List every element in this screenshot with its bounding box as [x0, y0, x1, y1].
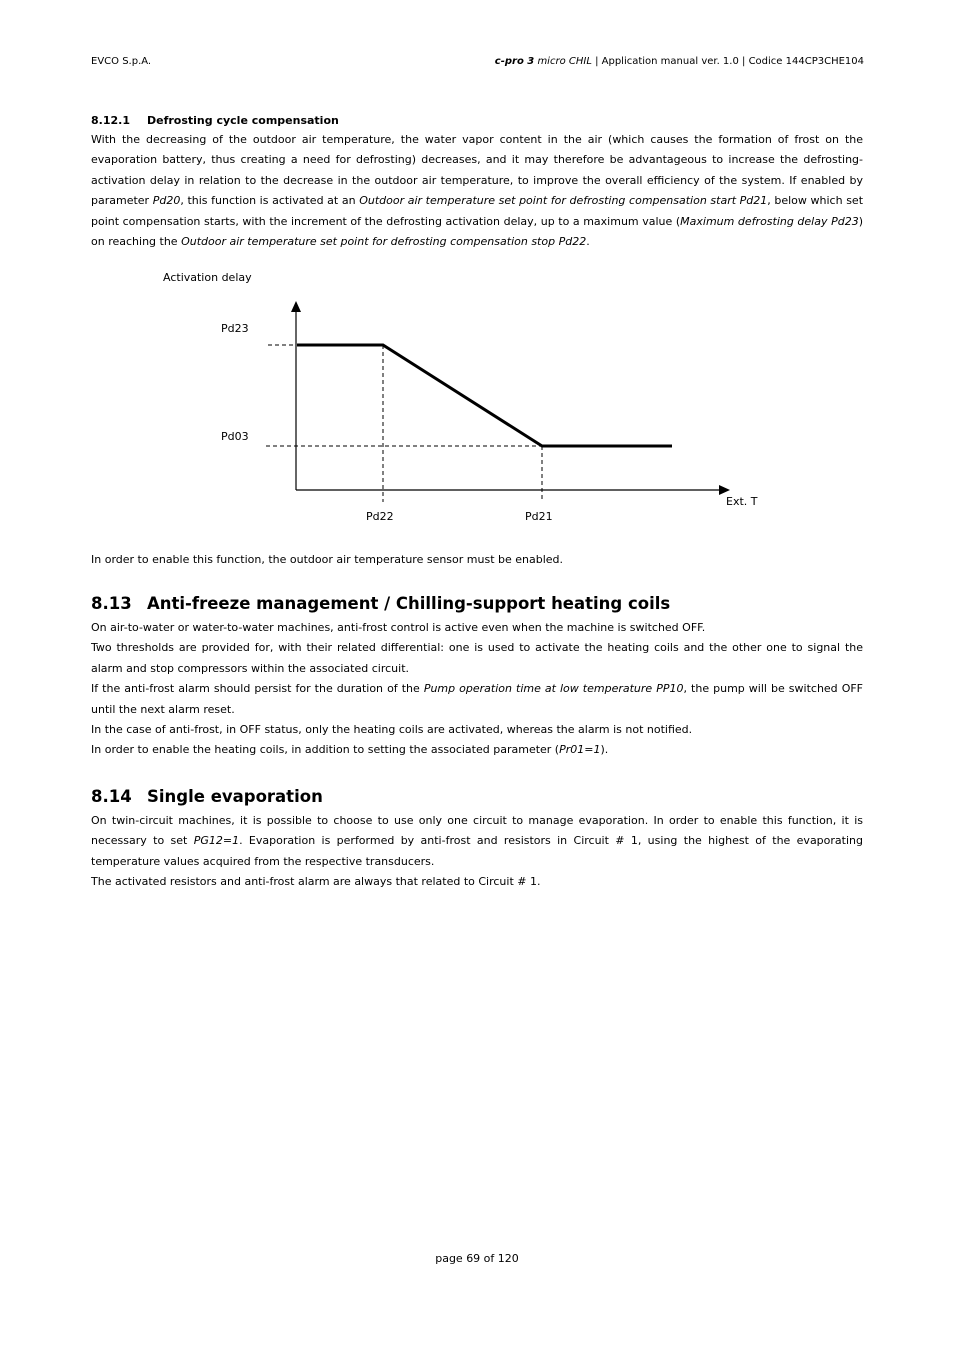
page-number: page 69 of 120 — [435, 1252, 519, 1265]
param-pd21: Outdoor air temperature set point for defrosting compensation start Pd21 — [359, 194, 768, 208]
y-axis-title: Activation delay — [163, 271, 252, 284]
paragraph-circuit-1: The activated resistors and anti-frost alarm are always that related to Circuit # 1. — [91, 875, 541, 889]
text-run: ) on reaching the — [91, 214, 863, 249]
section-number: 8.14 — [91, 787, 132, 806]
section-8-13 — [91, 594, 863, 761]
section-title: Single evaporation — [147, 787, 323, 806]
delay-curve — [297, 345, 672, 446]
diagram-svg — [150, 262, 790, 537]
paragraph-enable-coils — [91, 740, 863, 760]
header-product — [495, 56, 864, 67]
text-run: ). — [600, 743, 609, 757]
header-product-variant: micro CHIL — [534, 56, 592, 67]
param-pd22: Outdoor air temperature set point for defrosting compensation stop Pd22 — [181, 235, 587, 249]
label-pd23: Pd23 — [221, 322, 249, 335]
text-run: . Evaporation is performed by anti-frost and resistors in Circuit # 1, using the highest of the evaporating temperature values acquired from the respective transducers. — [91, 834, 863, 868]
text-run: . — [586, 235, 590, 249]
section-heading — [91, 594, 863, 613]
section-title: Anti-freeze management / Chilling-support heating coils — [147, 594, 671, 613]
y-axis-arrow — [291, 301, 301, 312]
paragraph-thresholds: Two thresholds are provided for, with their related differential: one is used to activate the heating coils and the other one to signal the alarm and stop compressors within the associated circuit. — [91, 641, 863, 675]
label-pd03: Pd03 — [221, 430, 249, 443]
text-run: If the anti-frost alarm should persist for the duration of the — [91, 682, 424, 696]
param-pd23: Maximum defrosting delay Pd23 — [680, 214, 859, 228]
label-pd22: Pd22 — [366, 510, 394, 523]
label-pd21: Pd21 — [525, 510, 553, 523]
text-run: With the decreasing of the outdoor air temperature, the water vapor content in the air (which causes the formation of frost on the evaporation battery, thus creating a need for defrosting) decreases, and it may therefore be advantageous to increase the defrosting-activation delay in relation to the decrease in the outdoor air temperature, to improve the overall efficiency of the system. If enabled by parameter — [91, 133, 863, 208]
paragraph-pump-time — [91, 679, 863, 720]
subsection-heading — [91, 114, 863, 127]
paragraph-twin-circuit — [91, 811, 863, 872]
subsection-number: 8.12.1 — [91, 114, 130, 127]
text-run: , this function is activated at an — [180, 194, 360, 208]
param-pg12: PG12=1 — [193, 834, 240, 848]
param-pd20: Pd20 — [152, 194, 181, 208]
paragraph-defrost-compensation — [91, 130, 863, 252]
header-manual-info: | Application manual ver. 1.0 | Codice 144CP3CHE104 — [591, 56, 864, 67]
section-8-12-1 — [91, 114, 863, 252]
text-run: , the pump will be switched OFF until the next alarm reset. — [91, 682, 864, 716]
param-pr01: Pr01=1 — [559, 743, 601, 757]
paragraph-off-status: In the case of anti-frost, in OFF status, only the heating coils are activated, whereas the alarm is not notified. — [91, 723, 693, 737]
section-8-14 — [91, 787, 863, 893]
paragraph-sensor-note: In order to enable this function, the outdoor air temperature sensor must be enabled. — [91, 553, 564, 566]
param-pp10: Pump operation time at low temperature PP10 — [423, 682, 684, 696]
section-number: 8.13 — [91, 594, 132, 613]
header-product-name: c-pro 3 — [494, 56, 535, 67]
section-heading — [91, 787, 863, 806]
x-axis-title: Ext. T — [726, 495, 758, 508]
x-axis-arrow — [719, 485, 730, 495]
paragraph-antifrost-off: On air-to-water or water-to-water machines, anti-frost control is active even when the machine is switched OFF. — [91, 621, 706, 634]
sensor-note — [91, 550, 863, 570]
subsection-title: Defrosting cycle compensation — [147, 114, 339, 127]
text-run: , below which set point compensation starts, with the increment of the defrosting activation delay, up to a maximum value ( — [91, 194, 864, 228]
header-company: EVCO S.p.A. — [91, 56, 152, 67]
text-run: On twin-circuit machines, it is possible to choose to use only one circuit to manage evaporation. In order to enable this function, it is necessary to set — [91, 814, 863, 848]
text-run: In order to enable the heating coils, in addition to setting the associated parameter ( — [91, 743, 560, 757]
activation-delay-diagram — [150, 262, 790, 537]
